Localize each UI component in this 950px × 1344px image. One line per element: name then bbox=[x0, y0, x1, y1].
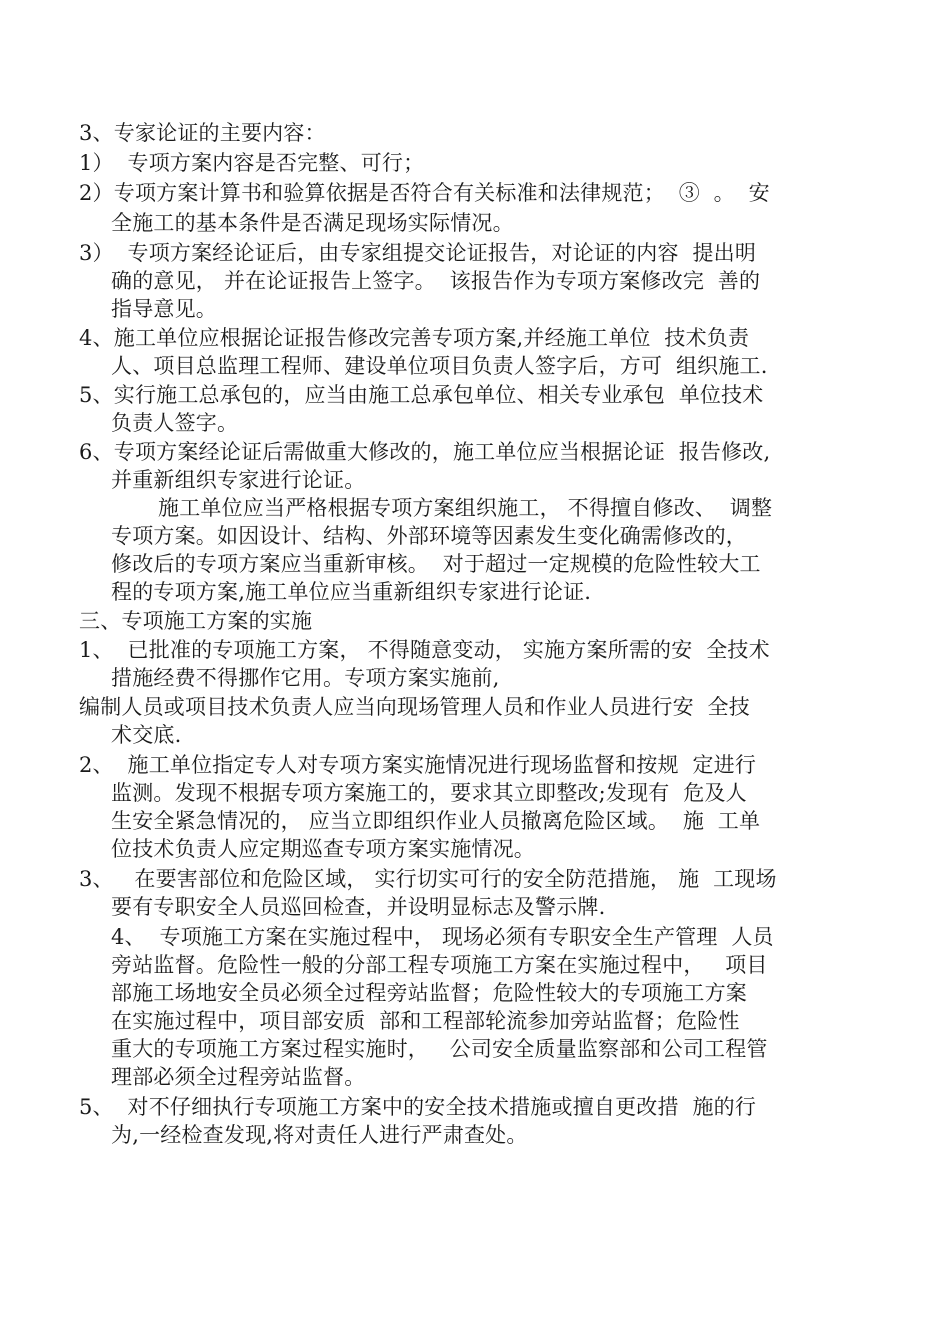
text-line: 4、施工单位应根据论证报告修改完善专项方案,并经施工单位 技术负责 bbox=[79, 326, 750, 350]
text-line: 人、项目总监理工程师、建设单位项目负责人签字后，方可 组织施工. bbox=[111, 354, 768, 378]
text-line: 1） 专项方案内容是否完整、可行； bbox=[79, 151, 425, 175]
text-line: 6、专项方案经论证后需做重大修改的，施工单位应当根据论证 报告修改, bbox=[79, 440, 771, 464]
text-line: 要有专职安全人员巡回检查，并设明显标志及警示牌. bbox=[111, 895, 606, 919]
text-line: 部施工场地安全员必须全过程旁站监督；危险性较大的专项施工方案 bbox=[111, 981, 747, 1005]
text-line: 3、 在要害部位和危险区域， 实行切实可行的安全防范措施， 施 工现场 bbox=[79, 867, 777, 891]
text-line: 术交底. bbox=[111, 723, 182, 747]
text-line: 旁站监督。危险性一般的分部工程专项施工方案在实施过程中， 项目 bbox=[111, 953, 768, 977]
text-line: 2）专项方案计算书和验算依据是否符合有关标准和法律规范； ③ 。 安 bbox=[79, 181, 770, 205]
text-line: 理部必须全过程旁站监督。 bbox=[111, 1065, 366, 1089]
text-line: 5、 对不仔细执行专项施工方案中的安全技术措施或擅自更改措 施的行 bbox=[79, 1095, 757, 1119]
section-heading: 三、专项施工方案的实施 bbox=[79, 609, 313, 633]
text-line: 修改后的专项方案应当重新审核。 对于超过一定规模的危险性较大工 bbox=[111, 552, 761, 576]
text-line: 程的专项方案,施工单位应当重新组织专家进行论证. bbox=[111, 580, 592, 604]
text-line: 生安全紧急情况的， 应当立即组织作业人员撤离危险区域。 施 工单 bbox=[111, 809, 761, 833]
text-line: 4、 专项施工方案在实施过程中， 现场必须有专职安全生产管理 人员 bbox=[111, 925, 774, 949]
text-line: 1、 已批准的专项施工方案， 不得随意变动， 实施方案所需的安 全技术 bbox=[79, 638, 770, 662]
text-line: 位技术负责人应定期巡查专项方案实施情况。 bbox=[111, 837, 535, 861]
text-line: 指导意见。 bbox=[111, 297, 217, 321]
text-line: 全施工的基本条件是否满足现场实际情况。 bbox=[111, 211, 514, 235]
text-line: 在实施过程中，项目部安质 部和工程部轮流参加旁站监督；危险性 bbox=[111, 1009, 740, 1033]
text-line: 措施经费不得挪作它用。专项方案实施前, bbox=[111, 666, 500, 690]
text-line: 重大的专项施工方案过程实施时， 公司安全质量监察部和公司工程管 bbox=[111, 1037, 768, 1061]
text-line: 专项方案。如因设计、结构、外部环境等因素发生变化确需修改的， bbox=[111, 524, 747, 548]
text-line: 监测。发现不根据专项方案施工的，要求其立即整改;发现有 危及人 bbox=[111, 781, 747, 805]
text-line: 3、专家论证的主要内容： bbox=[79, 121, 326, 145]
text-line: 2、 施工单位指定专人对专项方案实施情况进行现场监督和按规 定进行 bbox=[79, 753, 757, 777]
text-line: 并重新组织专家进行论证。 bbox=[111, 468, 366, 492]
text-line: 5、实行施工总承包的，应当由施工总承包单位、相关专业承包 单位技术 bbox=[79, 383, 764, 407]
text-line: 为,一经检查发现,将对责任人进行严肃查处。 bbox=[111, 1123, 528, 1147]
text-line: 编制人员或项目技术负责人应当向现场管理人员和作业人员进行安 全技 bbox=[79, 695, 750, 719]
text-line: 施工单位应当严格根据专项方案组织施工， 不得擅自修改、 调整 bbox=[158, 496, 773, 520]
text-line: 负责人签字。 bbox=[111, 411, 239, 435]
text-line: 确的意见， 并在论证报告上签字。 该报告作为专项方案修改完 善的 bbox=[111, 269, 761, 293]
text-line: 3） 专项方案经论证后，由专家组提交论证报告，对论证的内容 提出明 bbox=[79, 241, 757, 265]
